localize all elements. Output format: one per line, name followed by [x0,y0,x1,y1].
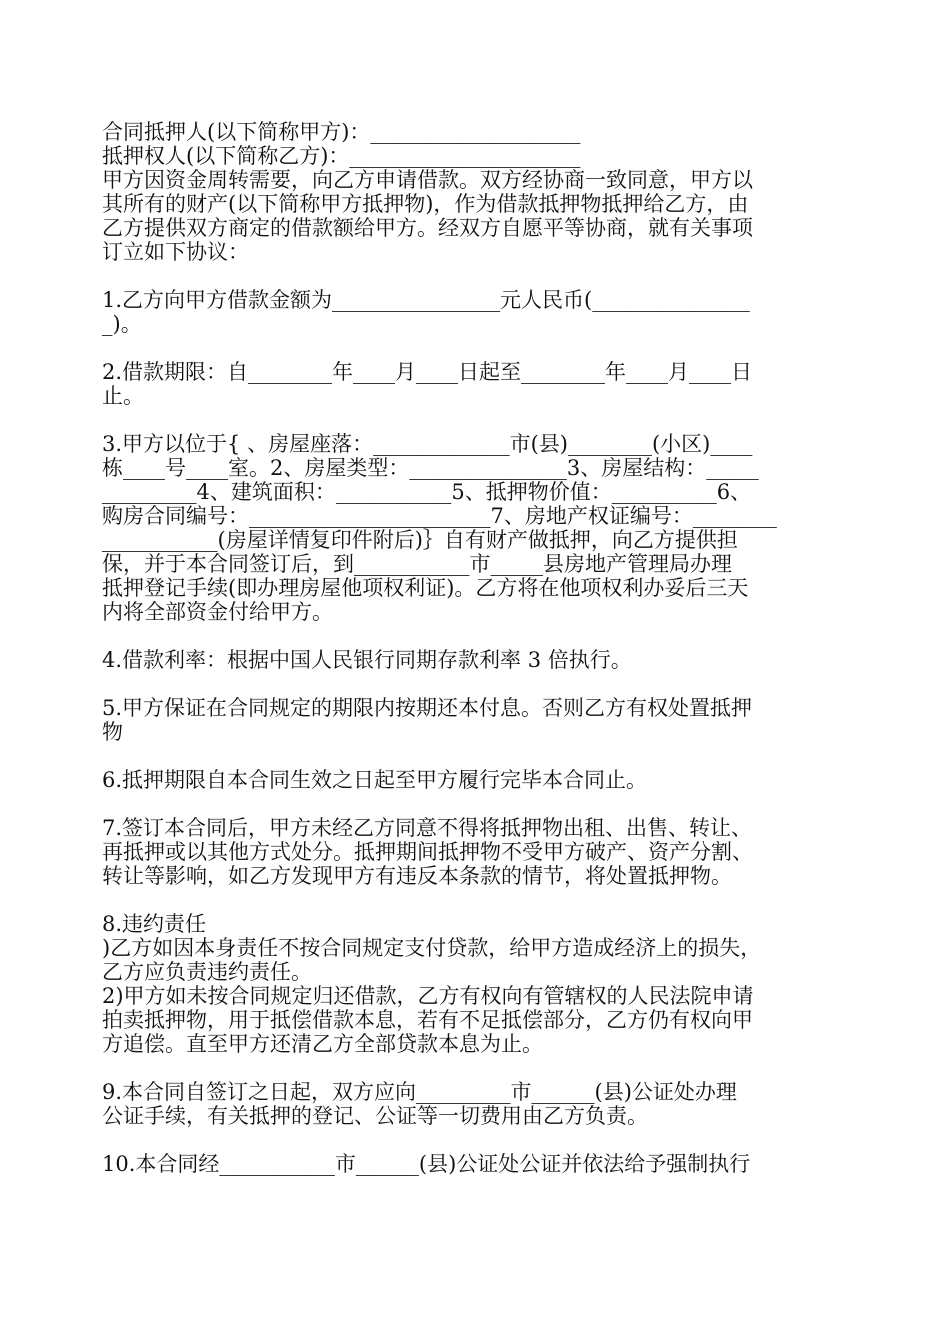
clause-7 [102,816,852,888]
intro-paragraph-line: 乙方提供双方商定的借款额给甲方。经双方自愿平等协商，就有关事项 [102,216,753,240]
clause-5 [102,696,852,744]
clause-line: 2.借款期限：自________年____月____日起至________年____月____日 [102,360,753,384]
clause-line: 方追偿。直至甲方还清乙方全部贷款本息为止。 [102,1032,543,1056]
clause-10 [102,1152,852,1176]
clause-line: 10.本合同经___________市______(县)公证处公证并依法给予强制执行 [102,1152,751,1176]
clause-line: 9.本合同自签订之日起，双方应向_________市______(县)公证处办理 [102,1080,737,1104]
contract-document [102,120,852,1176]
clause-heading: 8.违约责任 [102,912,207,936]
clause-line: 保，并于本合同签订后，到___________市_____县房地产管理局办理 [102,552,732,576]
clause-line: 5.甲方保证在合同规定的期限内按期还本付息。否则乙方有权处置抵押 [102,696,753,720]
mortgagor-line: 合同抵押人(以下简称甲方)：____________________ [102,120,581,144]
intro-paragraph-line: 订立如下协议： [102,240,249,264]
clause-line: 抵押登记手续(即办理房屋他项权利证)。乙方将在他项权利办妥后三天 [102,576,749,600]
clause-line: 3.甲方以位于{ 、房屋座落：_____________市(县)________(小区)____ [102,432,753,456]
clause-line: 栋____号____室。2、房屋类型：_______________3、房屋结构：_____ [102,456,759,480]
clause-line: 止。 [102,384,144,408]
clause-line: _________4、建筑面积：___________5、抵押物价值：__________6、 [102,480,752,504]
clause-line: 公证手续，有关抵押的登记、公证等一切费用由乙方负责。 [102,1104,648,1128]
clause-line: 4.借款利率：根据中国人民银行同期存款利率 3 倍执行。 [102,648,632,672]
clause-4 [102,648,852,672]
clause-3 [102,432,852,624]
clause-8 [102,912,852,1056]
clause-line: 拍卖抵押物，用于抵偿借款本息，若有不足抵偿部分，乙方仍有权向甲 [102,1008,753,1032]
intro-paragraph-line: 甲方因资金周转需要，向乙方申请借款。双方经协商一致同意，甲方以 [102,168,753,192]
clause-line: )乙方如因本身责任不按合同规定支付贷款，给甲方造成经济上的损失， [102,936,762,960]
clause-6 [102,768,852,792]
clause-line: _)。 [102,312,142,336]
intro-section [102,120,852,264]
clause-9 [102,1080,852,1128]
mortgagee-line: 抵押权人(以下简称乙方)：______________________ [102,144,581,168]
clause-line: 转让等影响，如乙方发现甲方有违反本条款的情节，将处置抵押物。 [102,864,732,888]
clause-line: 6.抵押期限自本合同生效之日起至甲方履行完毕本合同止。 [102,768,648,792]
clause-line: 再抵押或以其他方式处分。抵押期间抵押物不受甲方破产、资产分割、 [102,840,753,864]
clause-line: 7.签订本合同后，甲方未经乙方同意不得将抵押物出租、出售、转让、 [102,816,753,840]
clause-line: 购房合同编号：_______________________7、房地产权证编号：________ [102,504,777,528]
clause-1 [102,288,852,336]
clause-line: 乙方应负责违约责任。 [102,960,312,984]
clause-line: 内将全部资金付给甲方。 [102,600,333,624]
intro-paragraph-line: 其所有的财产(以下简称甲方抵押物)，作为借款抵押物抵押给乙方，由 [102,192,749,216]
clause-line: ___________(房屋详情复印件附后)｝自有财产做抵押，向乙方提供担 [102,528,738,552]
clause-line: 2)甲方如未按合同规定归还借款，乙方有权向有管辖权的人民法院申请 [102,984,754,1008]
clause-2 [102,360,852,408]
clause-line: 1.乙方向甲方借款金额为________________元人民币(_______________ [102,288,750,312]
clause-line: 物 [102,720,123,744]
